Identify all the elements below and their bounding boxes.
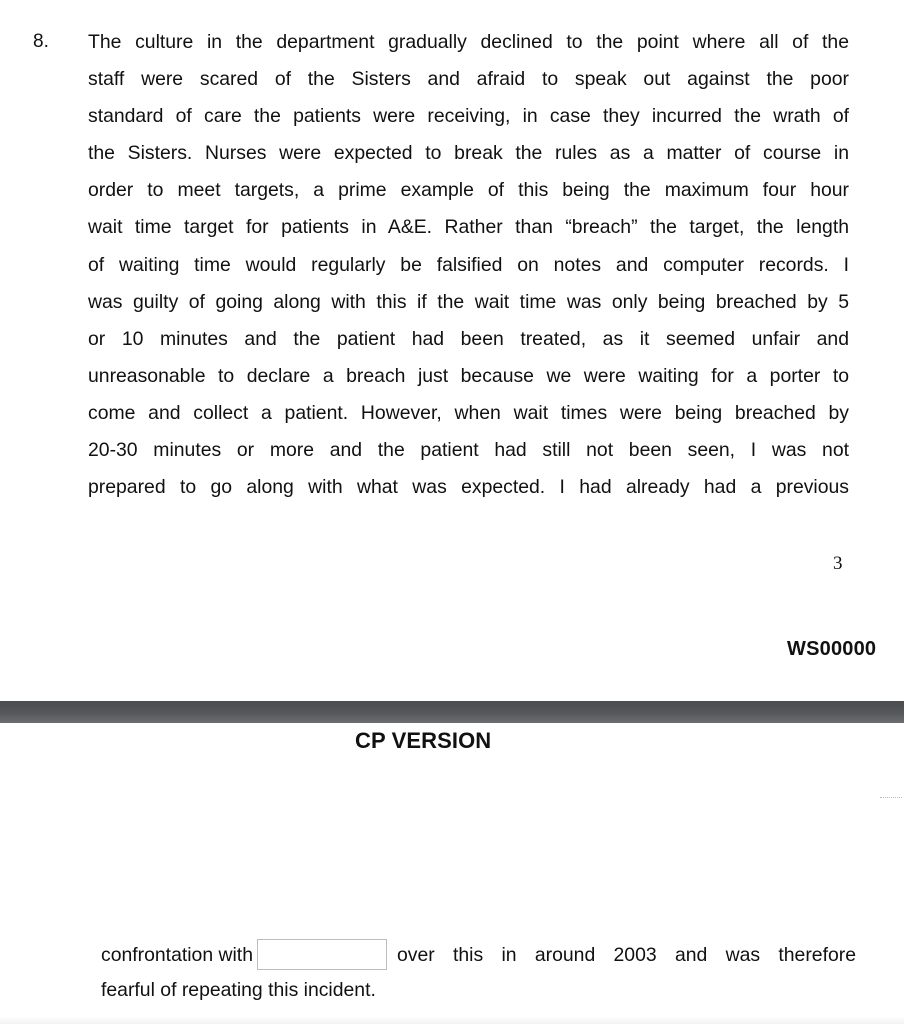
- paragraph-line: 20-30 minutes or more and the patient had still not been seen, I was not: [88, 439, 849, 461]
- paragraph-line: wait time target for patients in A&E. Rather than “breach” the target, the length: [88, 216, 849, 238]
- continuation-text-after: over this in around 2003 and was therefore: [396, 943, 856, 966]
- page-header-title: CP VERSION: [355, 728, 492, 753]
- redaction-box: [257, 939, 387, 970]
- faint-mark: [880, 797, 902, 799]
- continuation-line: [101, 939, 856, 970]
- paragraph-line: order to meet targets, a prime example of this being the maximum four hour: [88, 179, 849, 201]
- page-number: 3: [833, 553, 843, 574]
- paragraph-line: standard of care the patients were receiving, in case they incurred the wrath of: [88, 105, 849, 127]
- page-divider: [0, 701, 904, 723]
- page-bottom-edge: [0, 1016, 904, 1024]
- paragraph-line: unreasonable to declare a breach just because we were waiting for a porter to: [88, 365, 849, 387]
- continuation-text-before: confrontation with: [101, 943, 253, 966]
- paragraph-line: come and collect a patient. However, when wait times were being breached by: [88, 402, 849, 424]
- document-reference: WS00000: [787, 638, 877, 660]
- paragraph-line: was guilty of going along with this if the wait time was only being breached by 5: [88, 291, 849, 313]
- continuation-line: fearful of repeating this incident.: [101, 979, 376, 1001]
- paragraph-line: of waiting time would regularly be falsified on notes and computer records. I: [88, 254, 849, 276]
- paragraph-line: The culture in the department gradually declined to the point where all of the: [88, 31, 849, 53]
- paragraph-line: or 10 minutes and the patient had been treated, as it seemed unfair and: [88, 328, 849, 350]
- paragraph-line: prepared to go along with what was expected. I had already had a previous: [88, 476, 849, 498]
- paragraph-line: the Sisters. Nurses were expected to break the rules as a matter of course in: [88, 142, 849, 164]
- paragraph-line: staff were scared of the Sisters and afraid to speak out against the poor: [88, 68, 849, 90]
- paragraph-number: 8.: [33, 31, 49, 52]
